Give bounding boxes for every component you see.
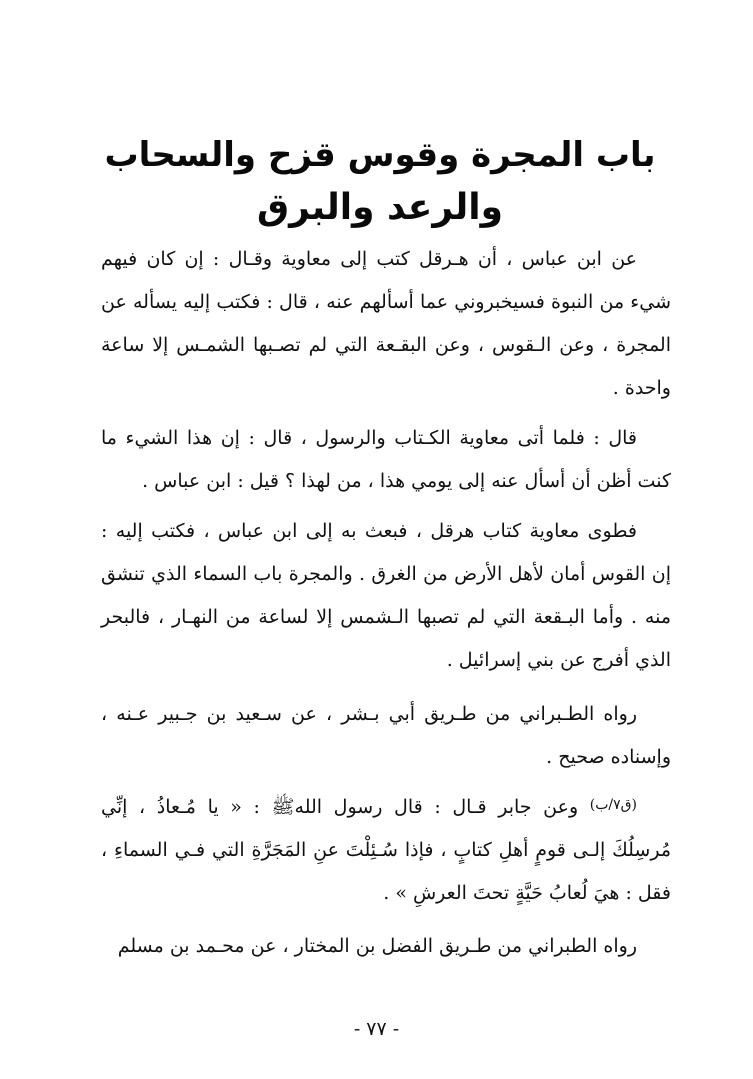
paragraph-muawiya-reply <box>101 417 671 503</box>
text-line: الذي أفرج عن بني إسرائيل . <box>446 649 671 671</box>
text-line: وإسناده صحيح . <box>546 746 671 768</box>
paragraph-ibn-abbas-heraclius <box>101 238 671 410</box>
text-line: شيء من النبوة فسيخبروني عما أسألهم عنه ، قال : فكتب إليه يسأله عن <box>101 291 671 313</box>
text-line: فقل : هيَ لُعابُ حَيَّةٍ تحتَ العرشِ » . <box>383 882 671 904</box>
text-line: مُرسِلُكَ إلـى قومٍ أهلِ كتابٍ ، فإذا سُـئِلْتَ عنِ المَجَرَّةِ التي فـي السماءِ ، <box>101 839 671 861</box>
text-line: منه . وأما البـقعة التي لم تصبها الـشمس إلا لساعة من النهـار ، فالبحر <box>101 606 671 628</box>
text-line: إن القوس أمان لأهل الأرض من الغرق . والمجرة باب السماء الذي تنشق <box>101 563 671 585</box>
text-line: رواه الطـبراني من طـريق أبي بـشر ، عن سـعيد بن جـبير عـنه ، <box>101 703 637 725</box>
text-line: واحدة . <box>612 377 671 399</box>
text-line: فطوى معاوية كتاب هرقل ، فبعث به إلى ابن عباس ، فكتب إليه : <box>101 520 637 542</box>
page-number: - ٧٧ - <box>353 1018 400 1040</box>
chapter-title-line-2: والرعد والبرق <box>256 187 504 228</box>
chapter-title-line-1: باب المجرة وقوس قزح والسحاب <box>104 135 656 175</box>
text-line: قال : فلما أتى معاوية الكـتاب والرسول ، قال : إن هذا الشيء ما <box>101 427 637 449</box>
text-line <box>101 784 671 829</box>
text-line-content: وعن جابر قـال : قال رسول اللهﷺ : « يا مُـعاذُ ، إنِّي <box>101 796 579 818</box>
text-line: كنت أظن أن أسأل عنه إلى يومي هذا ، من لهذا ؟ قيل : ابن عباس . <box>142 470 671 492</box>
paragraph-jabir-hadith <box>101 784 671 915</box>
paragraph-tabarani-sanad <box>101 693 671 779</box>
text-line: عن ابن عباس ، أن هـرقل كتب إلى معاوية وقـال : إن كان فيهم <box>101 248 637 270</box>
paragraph-tabarani-fadl <box>101 925 671 968</box>
text-line: المجرة ، وعن الـقوس ، وعن البقـعة التي لم تصـبها الشمـس إلا ساعة <box>101 334 671 356</box>
paragraph-ibn-abbas-answer <box>101 510 671 682</box>
manuscript-folio-ref: (ق٧/ب) <box>589 797 637 813</box>
text-line: رواه الطبراني من طـريق الفضل بن المختار ، عن محـمد بن مسلم <box>117 935 637 957</box>
